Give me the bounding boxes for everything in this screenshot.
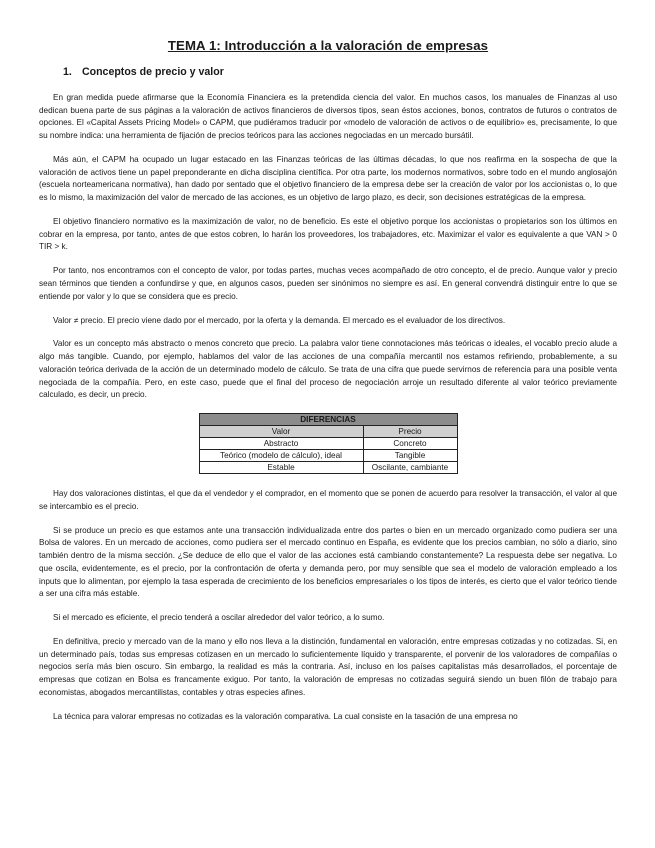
table-row — [199, 438, 457, 450]
paragraph-cotizadas: En definitiva, precio y mercado van de la mano y ello nos lleva a la distinción, fundamental en valoración, entre empresas cotizadas y no cotizadas. Si, en un determinado país, todas sus empresas cotizasen en un mercado lo suficientemente líquido y transparente, el porvenir de los valoradores de compañías o negocios sería más bien oscuro. Sin embargo, la realidad es más la contraria. Así, incluso en los países capitalistas más desarrollados, el porcentaje de empresas que cotizan en Bolsa es francamente exiguo. Por tanto, la valoración de empresas no cotizadas seguirá siendo un buen filón de trabajo para economistas, abogados mercantilistas, contables y otras especies afines. — [39, 637, 617, 697]
table-cell: Estable — [199, 462, 363, 474]
table-row — [199, 462, 457, 474]
paragraph-objetivo-financiero: El objetivo financiero normativo es la maximización de valor, no de beneficio. Es este el objetivo porque los accionistas o propietarios son los últimos en cobrar en la empresa, por tanto, antes de que estos cobren, lo harán los proveedores, los trabajadores, etc. Maximizar el valor es equivalente a que VAN > 0 TIR > k. — [39, 217, 617, 252]
table-caption-row — [199, 414, 457, 426]
differences-table — [199, 413, 458, 474]
table-cell: Oscilante, cambiante — [363, 462, 457, 474]
paragraph-dos-valoraciones: Hay dos valoraciones distintas, el que da el vendedor y el comprador, en el momento que se ponen de acuerdo para resolver la transacción, el valor al que se intercambio es el precio. — [39, 489, 617, 511]
table-header-precio: Precio — [363, 426, 457, 438]
paragraph-valor-distinto-precio: Valor ≠ precio. El precio viene dado por el mercado, por la oferta y la demanda. El mercado es el evaluador de los directivos. — [53, 315, 506, 325]
paragraph-valoracion-comparativa: La técnica para valorar empresas no cotizadas es la valoración comparativa. La cual consiste en la tasación de una empresa no — [53, 711, 518, 721]
table-cell: Tangible — [363, 450, 457, 462]
document-title: TEMA 1: Introducción a la valoración de empresas — [167, 38, 489, 53]
table-header-row — [199, 426, 457, 438]
table-cell: Concreto — [363, 438, 457, 450]
section-number: 1. — [63, 66, 72, 78]
paragraph-transaccion: Si se produce un precio es que estamos ante una transacción individualizada entre dos partes o bien en un mercado organizado como pudiera ser una Bolsa de valores. En un mercado de acciones, como pudiera ser el mercado continuo en España, es evidente que los precios cambian, no sólo a diario, sino también dentro de la misma sección. ¿Se deduce de ello que el valor de las acciones está cambiando constantemente? La respuesta debe ser negativa. Lo que oscila, evidentemente, es el precio, por la confrontación de oferta y demanda pero, por muy sensible que sea el modelo de valoración empleado a los inputs que lo alimentan, por ejemplo la tasa esperada de crecimiento de los beneficios empresariales o los tipos de interés, es cierto que el valor teórico tiende a ser una cifra más estable. — [39, 525, 617, 599]
paragraph-capm: Más aún, el CAPM ha ocupado un lugar estacado en las Finanzas teóricas de las últimas décadas, lo que nos reafirma en la sospecha de que la valoración de activos tiene un papel preponderante en dicha disciplina científica. Por otra parte, los modernos normativos, sobre todo en el mundo anglosajón (escuela norteamericana normativa), han dado por sentado que el objetivo financiero de la empresa debe ser la creación de valor por los accionistas o, lo que es lo mismo, la maximización del valor de mercado de las acciones, es un objetivo de largo plazo, es decir, son decisiones estratégicas de la empresa. — [39, 155, 617, 203]
table-cell: Teórico (modelo de cálculo), ideal — [199, 450, 363, 462]
paragraph-valor-abstracto: Valor es un concepto más abstracto o menos concreto que precio. La palabra valor tiene connotaciones más teóricas o ideales, el vocablo precio alude a algo más tangible. Cuando, por ejemplo, hablamos del valor de las acciones de una compañía mercantil nos estamos refiriendo, probablemente, a su valoración teórica derivada de la acción de un determinado modelo de cálculo. Se trata de una cifra que puede servirnos de referencia para una posible venta negociada de la compañía. Pero, en este caso, puede que el final del proceso de negociación arroje un resultado diferente al valor teórico previamente calculado, es decir, un precio. — [39, 339, 617, 400]
section-label: Conceptos de precio y valor — [81, 66, 224, 78]
paragraph-economia-financiera: En gran medida puede afirmarse que la Economía Financiera es la pretendida ciencia del valor. En muchos casos, los manuales de Finanzas al uso dedican buena parte de sus páginas a la valoración de activos financieros de diversos tipos, sean éstos acciones, bonos, contratos de futuros o contratos de opciones. El «Capital Assets Pricing Model» o CAPM, que pudiéramos traducir por «modelo de valoración de activos o de equilibrio» es, precisamente, lo que su nombre indica: una herramienta de fijación de precios teóricos para las acciones negociadas en un mercado bursátil. — [39, 93, 617, 141]
table-row — [199, 450, 457, 462]
paragraph-mercado-eficiente: Si el mercado es eficiente, el precio tenderá a oscilar alrededor del valor teórico, a lo sumo. — [53, 613, 385, 623]
table-cell: Abstracto — [199, 438, 363, 450]
section-heading — [63, 66, 617, 78]
table-header-valor: Valor — [199, 426, 363, 438]
table-caption: DIFERENCIAS — [199, 414, 457, 426]
paragraph-valor-precio: Por tanto, nos encontramos con el concepto de valor, por todas partes, muchas veces acompañado de otro concepto, el de precio. Aunque valor y precio sean términos que tienden a confundirse y que, en algunos casos, pueden ser sinónimos no siempre es así. En general convendrá distinguir entre lo que se entiende por valor y lo que se considera que es precio. — [39, 266, 617, 301]
